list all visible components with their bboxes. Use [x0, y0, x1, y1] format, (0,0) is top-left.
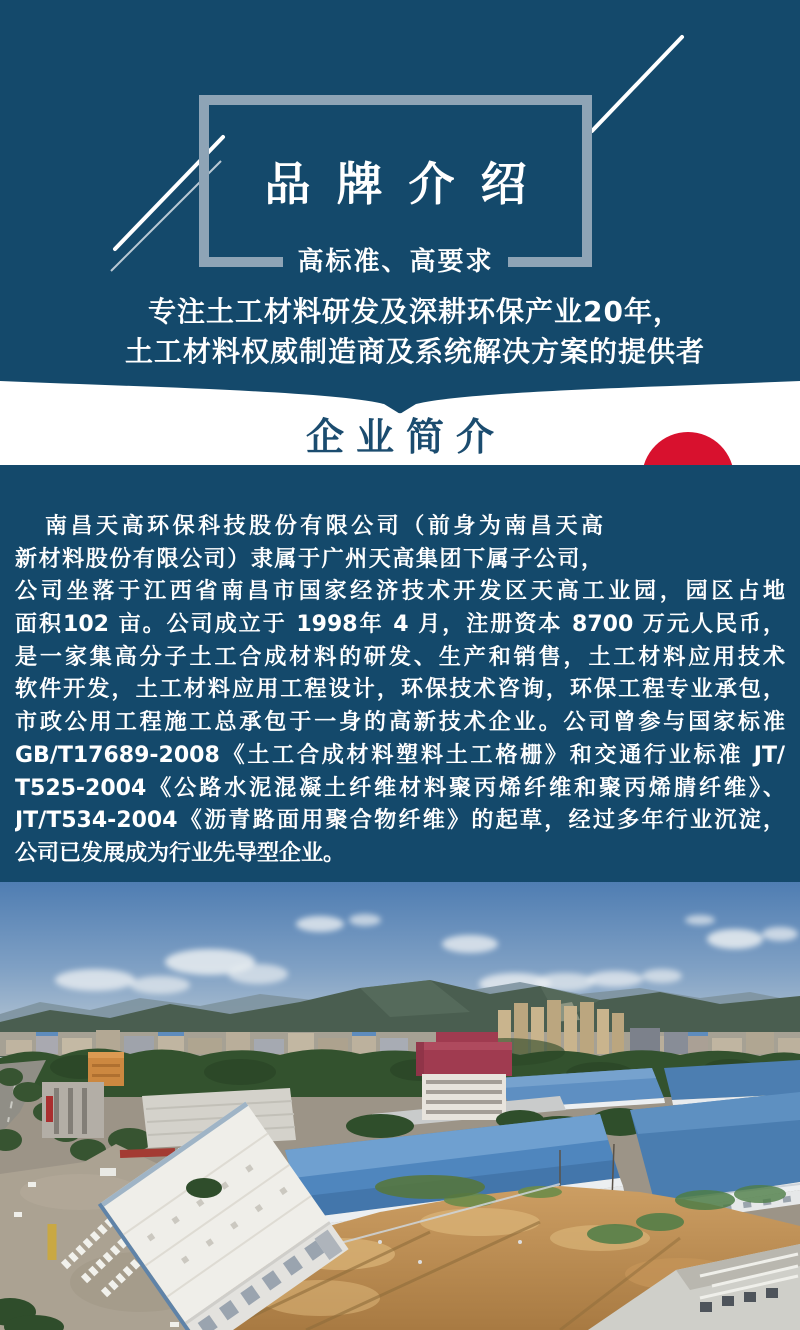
- factory-aerial-photo: [0, 882, 800, 1330]
- intro-line: T525-2004《公路水泥混凝土纤维材料聚丙烯纤维和聚丙烯腈纤维》、: [15, 775, 785, 801]
- intro-line: JT/T534-2004《沥青路面用聚合物纤维》的起草，经过多年行业沉淀，: [15, 808, 785, 834]
- page-title: 品牌介绍: [264, 157, 553, 211]
- intro-line: 软件开发，土工材料应用工程设计，环保技术咨询，环保工程专业承包，: [15, 677, 785, 703]
- brand-title-box: [199, 95, 592, 277]
- maroon-building: [416, 1032, 512, 1120]
- intro-line: GB/T17689-2008《土工合成材料塑料土工格栅》和交通行业标准 JT/: [15, 742, 785, 768]
- hero-tagline-line1: 专注土工材料研发及深耕环保产业20年，: [148, 295, 682, 328]
- hero-section: [0, 0, 800, 378]
- hero-subtitle-wrap: [209, 245, 582, 279]
- intro-line: 市政公用工程施工总承包于一身的高新技术企业。公司曾参与国家标准: [15, 710, 785, 736]
- intro-line: 南昌天高环保科技股份有限公司（前身为南昌天高: [45, 514, 603, 539]
- hero-subtitle: 高标准、高要求: [283, 245, 507, 279]
- company-intro-section: [0, 465, 800, 882]
- intro-line: 是一家集高分子土工合成材料的研发、生产和销售，土工材料应用技术: [15, 644, 785, 670]
- intro-line: 新材料股份有限公司）隶属于广州天高集团下属子公司，: [15, 546, 603, 572]
- intro-line: 公司坐落于江西省南昌市国家经济技术开发区天高工业园，园区占地: [15, 579, 785, 605]
- hero-tagline: [0, 292, 800, 372]
- intro-line: 公司已发展成为行业先导型企业。: [15, 840, 346, 866]
- intro-line: 面积102 亩。公司成立于 1998年 4 月，注册资本 8700 万元人民币，: [15, 612, 785, 638]
- curved-divider: [0, 378, 800, 415]
- hero-tagline-line2: 土工材料权威制造商及系统解决方案的提供者: [124, 335, 705, 368]
- section-title: 企业简介: [305, 415, 506, 459]
